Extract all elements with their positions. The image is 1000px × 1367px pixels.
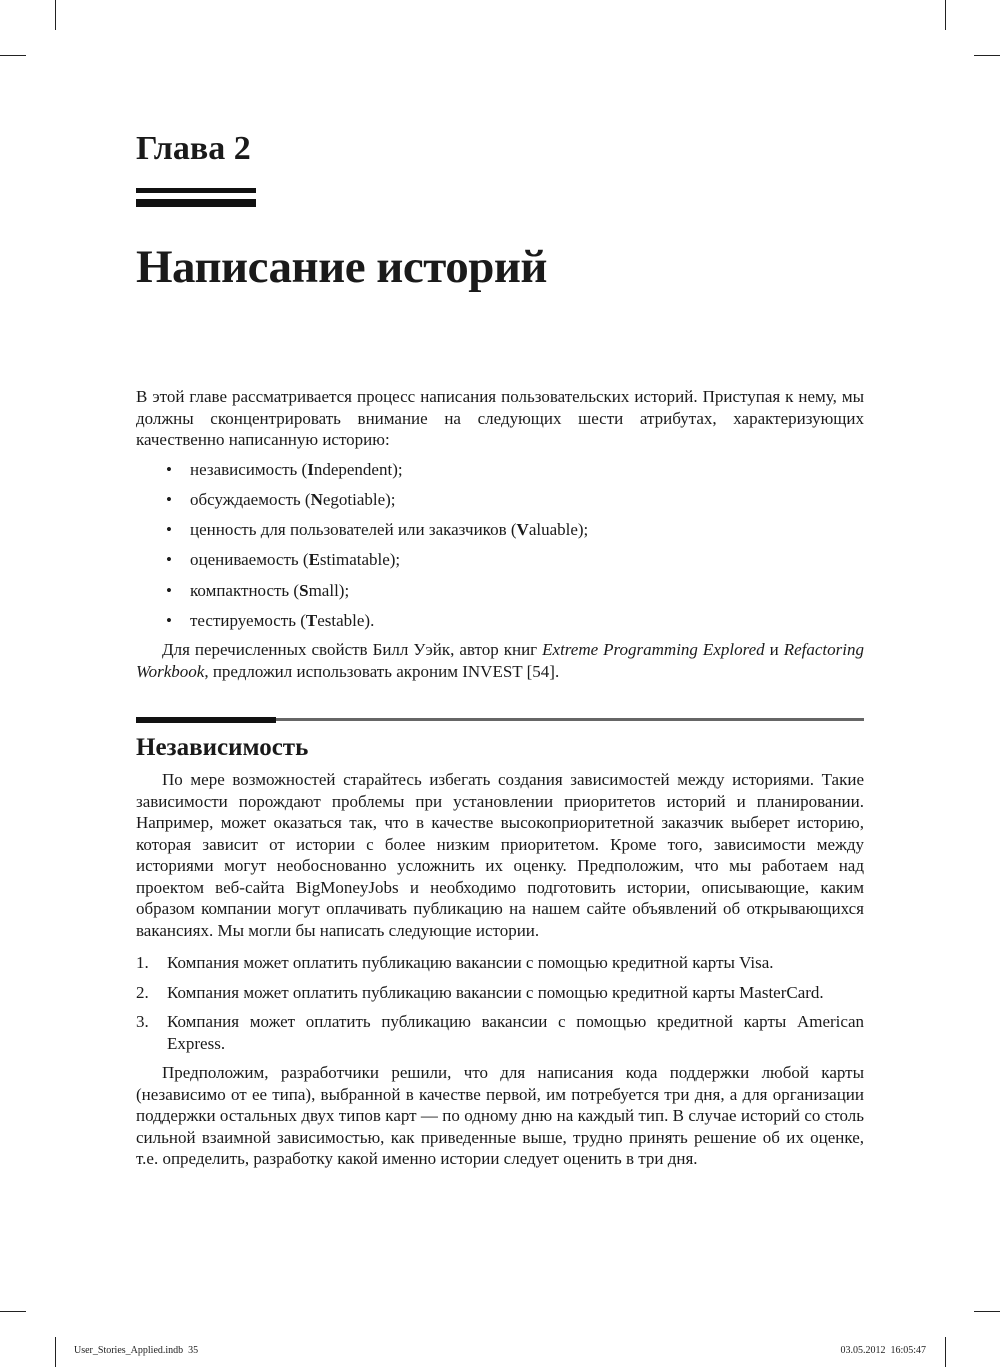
attribute-rest: estable). bbox=[317, 610, 375, 630]
crop-mark bbox=[974, 55, 1000, 56]
attribute-text: независимость ( bbox=[190, 459, 308, 479]
bullet-marker: • bbox=[166, 489, 172, 509]
book-title: Extreme Programming Explored bbox=[542, 640, 765, 660]
crop-mark bbox=[0, 55, 26, 56]
section-title: Независимость bbox=[136, 734, 309, 761]
section-paragraph: Предположим, разработчики решили, что для написания кода поддержки любой карты (независимо от ее типа), выбранной в качестве первой, им потребуется три дня, а для организации поддержки остальных двух типов карт — по одному дню на каждый тип. В случае историй со столь сильной взаимной зависимостью, как приведенные выше, трудно принять решение об их оценке, т.е. определить, разработку какой именно истории следует оценить в три дня. bbox=[136, 1063, 864, 1168]
story-number: 2. bbox=[136, 982, 149, 1002]
story-number: 1. bbox=[136, 953, 149, 972]
story-text: Компания может оплатить публикацию вакансии с помощью кредитной карты Visa. bbox=[167, 953, 774, 972]
story-text: Компания может оплатить публикацию вакансии с помощью кредитной карты American Express. bbox=[167, 1012, 864, 1053]
list-item bbox=[136, 580, 864, 602]
attribute-rest: aluable); bbox=[528, 520, 589, 540]
attribute-letter: I bbox=[307, 459, 314, 479]
chapter-rule-top bbox=[136, 188, 256, 193]
bullet-marker: • bbox=[166, 520, 172, 540]
intro-block bbox=[136, 386, 864, 682]
footer-filename: User_Stories_Applied.indb bbox=[74, 1345, 184, 1356]
section-rule-thin bbox=[276, 718, 864, 721]
list-item bbox=[136, 489, 864, 511]
list-item bbox=[136, 982, 864, 1004]
bullet-marker: • bbox=[166, 610, 172, 630]
attribute-letter: T bbox=[305, 610, 318, 630]
attribute-letter: S bbox=[299, 580, 309, 600]
attribute-letter: V bbox=[516, 520, 529, 540]
footer-page: 35 bbox=[188, 1345, 199, 1356]
attribute-rest: ndependent); bbox=[313, 459, 403, 479]
attribute-text: тестируемость ( bbox=[190, 610, 306, 630]
crop-mark bbox=[974, 1311, 1000, 1312]
stories-list bbox=[136, 952, 864, 1054]
footer-timestamp bbox=[840, 1345, 926, 1356]
list-item bbox=[136, 1011, 864, 1054]
crop-mark bbox=[55, 0, 56, 30]
book-title: Refactoring Workbook bbox=[136, 640, 864, 681]
section-rule bbox=[136, 717, 276, 723]
attribute-text: обсуждаемость ( bbox=[190, 489, 311, 509]
section-body bbox=[136, 769, 864, 1170]
attribute-letter: N bbox=[310, 489, 323, 509]
invest-text: Для перечисленных свойств Билл Уэйк, автор книг bbox=[162, 640, 543, 660]
attribute-text: оцениваемость ( bbox=[190, 550, 309, 570]
footer-time: 16:05:47 bbox=[890, 1345, 926, 1356]
attribute-text: компактность ( bbox=[190, 580, 300, 600]
chapter-label: Глава 2 bbox=[136, 130, 251, 167]
list-item bbox=[136, 519, 864, 541]
crop-mark bbox=[945, 1337, 946, 1367]
attribute-rest: mall); bbox=[308, 580, 350, 600]
section-paragraph: По мере возможностей старайтесь избегать создания зависимостей между историями. Такие зависимости порождают проблемы при установлении приоритетов историй и планировании. Например, может оказаться так, что в качестве высокоприоритетной заказчик выберет историю, которая зависит от истории с более низким приоритетом. Кроме того, зависимости между историями могут необоснованно усложнить их оценку. Предположим, что мы работаем над проектом веб-сайта BigMoneyJobs и необходимо подготовить истории, описывающие, каким образом компании могут оплачивать публикацию на нашем сайте объявлений об открывающихся вакансиях. Мы могли бы написать следующие истории. bbox=[136, 770, 864, 940]
intro-paragraph: В этой главе рассматривается процесс написания пользовательских историй. Приступая к нему, мы должны сконцентрировать внимание на следующих шести атрибутах, характеризующих качественно написанную историю: bbox=[136, 387, 864, 449]
footer-date: 03.05.2012 bbox=[840, 1345, 886, 1356]
attribute-rest: egotiable); bbox=[322, 489, 396, 509]
invest-text: , предложил использовать акроним INVEST [54]. bbox=[204, 661, 560, 681]
list-item bbox=[136, 610, 864, 632]
bullet-marker: • bbox=[166, 580, 172, 600]
list-item bbox=[136, 459, 864, 481]
attribute-text: ценность для пользователей или заказчиков ( bbox=[190, 520, 517, 540]
bullet-marker: • bbox=[166, 550, 172, 570]
story-text: Компания может оплатить публикацию вакансии с помощью кредитной карты MasterCard. bbox=[167, 982, 824, 1002]
crop-mark bbox=[55, 1337, 56, 1367]
story-number: 3. bbox=[136, 1012, 149, 1031]
invest-paragraph bbox=[136, 639, 864, 682]
attribute-list bbox=[136, 459, 864, 632]
crop-mark bbox=[0, 1311, 26, 1312]
chapter-title: Написание историй bbox=[136, 241, 548, 293]
bullet-marker: • bbox=[166, 459, 172, 479]
footer-file bbox=[74, 1345, 198, 1356]
chapter-rule-bottom bbox=[136, 199, 256, 207]
attribute-letter: E bbox=[308, 550, 320, 570]
crop-mark bbox=[945, 0, 946, 30]
list-item bbox=[136, 952, 864, 974]
invest-text: и bbox=[764, 640, 784, 660]
list-item bbox=[136, 549, 864, 571]
attribute-rest: stimatable); bbox=[319, 550, 401, 570]
